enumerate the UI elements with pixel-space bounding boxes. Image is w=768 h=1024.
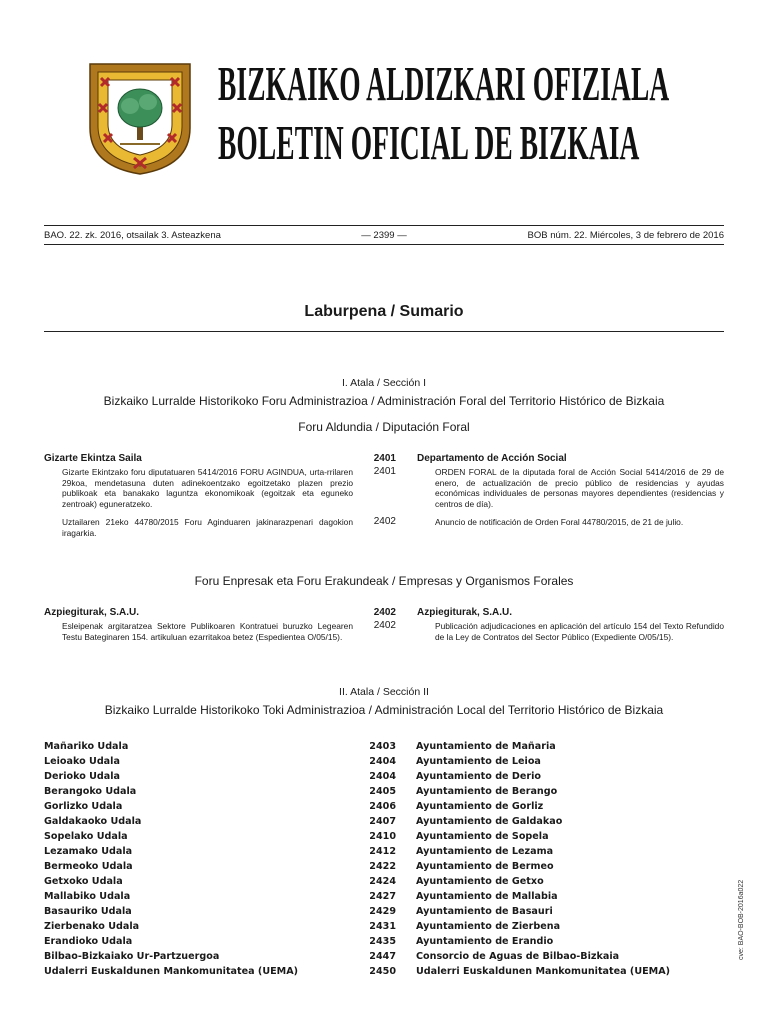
entity-page: 2406 — [369, 801, 396, 812]
list-item — [44, 771, 684, 786]
dept-name-eu: Gizarte Ekintza Saila — [44, 453, 142, 464]
entity-eu: Zierbenako Udala — [44, 921, 140, 932]
section1-admin: Bizkaiko Lurralde Historikoko Foru Administrazioa / Administración Foral del Territorio Histórico de Bizkaia — [103, 394, 665, 408]
entity-page: 2447 — [369, 951, 396, 962]
entity-es: Ayuntamiento de Zierbena — [416, 921, 561, 932]
running-header-left: BAO. 22. zk. 2016, otsailak 3. Asteazkena — [44, 230, 221, 241]
entity-page: 2435 — [369, 936, 396, 947]
header-rule-bottom — [44, 244, 724, 245]
dept-page: 2401 — [373, 453, 396, 464]
summary-title: Laburpena / Sumario — [304, 303, 464, 320]
entity-eu: Basauriko Udala — [44, 906, 132, 917]
newspaper-title-basque: BIZKAIKO ALDIZKARI OFIZIALA — [218, 56, 670, 111]
running-header-right: BOB núm. 22. Miércoles, 3 de febrero de 2016 — [527, 230, 724, 241]
company-name-es: Azpiegiturak, S.A.U. — [417, 607, 513, 618]
entity-page: 2410 — [369, 831, 396, 842]
list-item — [44, 741, 684, 756]
local-admin-list — [44, 741, 684, 981]
entity-page: 2403 — [369, 741, 396, 752]
entity-es: Ayuntamiento de Bermeo — [416, 861, 554, 872]
entity-es: Ayuntamiento de Berango — [416, 786, 558, 797]
entity-es: Ayuntamiento de Erandio — [416, 936, 554, 947]
entity-page: 2424 — [369, 876, 396, 887]
company-page: 2402 — [373, 607, 396, 618]
entity-es: Ayuntamiento de Mañaria — [416, 741, 556, 752]
entity-page: 2404 — [369, 756, 396, 767]
list-item — [44, 891, 684, 906]
page-number: — 2399 — — [361, 230, 407, 241]
summary-rule — [44, 331, 724, 332]
entity-es: Udalerri Euskaldunen Mankomunitatea (UEMA) — [416, 966, 671, 977]
entity-eu: Bilbao-Bizkaiako Ur-Partzuergoa — [44, 951, 220, 962]
entity-es: Ayuntamiento de Lezama — [416, 846, 554, 857]
dept-item2-page: 2402 — [373, 516, 396, 527]
entity-page: 2429 — [369, 906, 396, 917]
entity-es: Ayuntamiento de Getxo — [416, 876, 544, 887]
dept-item1-eu: Gizarte Ekintzako foru diputatuaren 5414/2016 FORU AGINDUA, urta-rrilaren 29koa, mendetasuna duten adinekoentzako egoitzetako plazen prezio publikoak eta banakako laguntza ekonomikoak (egoitzak eta eguneko zentroak) eguneratzeko. — [62, 467, 353, 509]
list-item — [44, 966, 684, 981]
cve-identifier: cve: BAO-BOB-2016a022 — [738, 879, 745, 960]
section2-admin: Bizkaiko Lurralde Historikoko Toki Administrazioa / Administración Local del Territorio Histórico de Bizkaia — [104, 703, 664, 717]
company-item-page: 2402 — [373, 620, 396, 631]
entity-es: Ayuntamiento de Galdakao — [416, 816, 563, 827]
entity-page: 2422 — [369, 861, 396, 872]
entity-eu: Sopelako Udala — [44, 831, 128, 842]
entity-eu: Bermeoko Udala — [44, 861, 133, 872]
entity-page: 2404 — [369, 771, 396, 782]
list-item — [44, 801, 684, 816]
header-rule-top — [44, 225, 724, 226]
entity-page: 2405 — [369, 786, 396, 797]
dept-name-es: Departamento de Acción Social — [417, 453, 567, 464]
entity-es: Ayuntamiento de Derio — [416, 771, 541, 782]
entity-page: 2450 — [369, 966, 396, 977]
dept-item1-page: 2401 — [373, 466, 396, 477]
list-item — [44, 786, 684, 801]
entity-page: 2431 — [369, 921, 396, 932]
section1-heading: I. Atala / Sección I — [341, 377, 427, 389]
entity-es: Ayuntamiento de Gorliz — [416, 801, 544, 812]
entity-eu: Leioako Udala — [44, 756, 120, 767]
dept-item2-es: Anuncio de notificación de Orden Foral 44780/2015, de 21 de julio. — [435, 517, 684, 527]
company-name-eu: Azpiegiturak, S.A.U. — [44, 607, 140, 618]
entity-es: Ayuntamiento de Leioa — [416, 756, 541, 767]
dept-item1-es: ORDEN FORAL de la diputada foral de Acción Social 5414/2016 de 29 de enero, de actualización de precio público de residencias y ayudas económicas individuales de personas mayores dependientes (residencias y centros de día). — [435, 467, 724, 509]
entity-es: Ayuntamiento de Basauri — [416, 906, 553, 917]
entity-eu: Getxoko Udala — [44, 876, 123, 887]
list-item — [44, 861, 684, 876]
list-item — [44, 921, 684, 936]
list-item — [44, 831, 684, 846]
entity-page: 2407 — [369, 816, 396, 827]
section2-heading: II. Atala / Sección II — [339, 686, 429, 698]
entity-eu: Mañariko Udala — [44, 741, 129, 752]
coat-of-arms-icon — [84, 58, 196, 176]
list-item — [44, 951, 684, 966]
list-item — [44, 936, 684, 951]
list-item — [44, 846, 684, 861]
entity-page: 2412 — [369, 846, 396, 857]
list-item — [44, 816, 684, 831]
running-header — [44, 229, 724, 242]
list-item — [44, 906, 684, 921]
entity-page: 2427 — [369, 891, 396, 902]
entity-es: Consorcio de Aguas de Bilbao-Bizkaia — [416, 951, 620, 962]
entity-eu: Gorlizko Udala — [44, 801, 123, 812]
entity-eu: Erandioko Udala — [44, 936, 133, 947]
newspaper-title-spanish: BOLETIN OFICIAL DE BIZKAIA — [218, 115, 640, 170]
section1-subheading: Foru Aldundia / Diputación Foral — [298, 420, 470, 434]
entity-eu: Derioko Udala — [44, 771, 121, 782]
entity-eu: Galdakaoko Udala — [44, 816, 142, 827]
entity-eu: Udalerri Euskaldunen Mankomunitatea (UEMA) — [44, 966, 299, 977]
entity-es: Ayuntamiento de Sopela — [416, 831, 549, 842]
entity-eu: Mallabiko Udala — [44, 891, 131, 902]
dept-item2-eu: Uztailaren 21eko 44780/2015 Foru Aginduaren jakinarazpenari dagokion iragarkia. — [62, 517, 353, 538]
entity-es: Ayuntamiento de Mallabia — [416, 891, 558, 902]
entity-eu: Lezamako Udala — [44, 846, 133, 857]
company-item-eu: Esleipenak argitaratzea Sektore Publikoaren Kontratuei buruzko Legearen Testu Bateginaren 154. artikuluan ezarritakoa betez (Espedientea O/05/15). — [62, 621, 353, 642]
list-item — [44, 756, 684, 771]
list-item — [44, 876, 684, 891]
companies-heading: Foru Enpresak eta Foru Erakundeak / Empresas y Organismos Forales — [194, 574, 574, 588]
company-item-es: Publicación adjudicaciones en aplicación del artículo 154 del Texto Refundido de la Ley de Contratos del Sector Público (Expediente O/05/15). — [435, 621, 724, 642]
entity-eu: Berangoko Udala — [44, 786, 137, 797]
